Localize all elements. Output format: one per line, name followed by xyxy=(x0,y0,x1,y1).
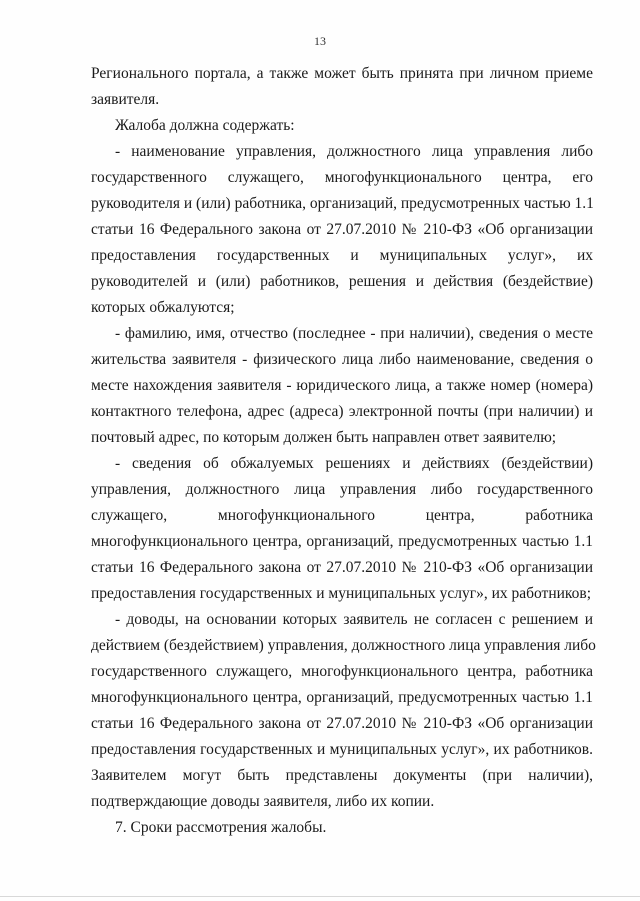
text-line: подтверждающие доводы заявителя, либо их копии. xyxy=(91,793,435,810)
paragraph xyxy=(91,139,593,321)
text-line: Заявителем могут быть представлены документы (при наличии), xyxy=(91,767,593,784)
text-line: управления, должностного лица управления либо государственного xyxy=(91,481,593,498)
text-line: руководителя и (или) работника, организаций, предусмотренных частью 1.1 xyxy=(91,195,594,212)
text-line: - фамилию, имя, отчество (последнее - при наличии), сведения о месте xyxy=(115,325,593,342)
text-line: жительства заявителя - физического лица либо наименование, сведения о xyxy=(91,351,593,368)
text-line: предоставления государственных и муниципальных услуг», их xyxy=(91,247,593,264)
text-line: Жалоба должна содержать: xyxy=(115,117,295,134)
paragraph xyxy=(91,321,593,451)
text-line: месте нахождения заявителя - юридического лица, а также номер (номера) xyxy=(91,377,593,394)
text-line: - доводы, на основании которых заявитель не согласен с решением и xyxy=(115,611,593,628)
text-line: - сведения об обжалуемых решениях и действиях (бездействии) xyxy=(115,455,593,472)
text-line: служащего, многофункционального центра, работника xyxy=(91,507,593,524)
paragraph xyxy=(91,61,593,113)
text-line: многофункционального центра, организаций, предусмотренных частью 1.1 xyxy=(91,689,593,706)
text-line: 7. Сроки рассмотрения жалобы. xyxy=(115,819,327,836)
text-line: Регионального портала, а также может быть принята при личном приеме xyxy=(91,65,593,82)
text-line: предоставления государственных и муниципальных услуг», их работников; xyxy=(91,585,592,602)
text-line: руководителей и (или) работников, решения и действия (бездействие) xyxy=(91,273,593,290)
paragraph xyxy=(91,113,593,139)
text-line: многофункционального центра, организаций, предусмотренных частью 1.1 xyxy=(91,533,593,550)
text-line: действием (бездействием) управления, должностного лица управления либо xyxy=(91,637,596,654)
paragraph xyxy=(91,607,596,815)
text-line: государственного служащего, многофункционального центра, работника xyxy=(91,663,593,680)
text-line: предоставления государственных и муниципальных услуг», их работников. xyxy=(91,741,593,758)
text-line: статьи 16 Федерального закона от 27.07.2010 № 210-ФЗ «Об организации xyxy=(91,559,593,576)
text-line: почтовый адрес, по которым должен быть направлен ответ заявителю; xyxy=(91,429,557,446)
text-line: государственного служащего, многофункционального центра, его xyxy=(91,169,593,186)
paragraph xyxy=(91,451,593,607)
text-line: заявителя. xyxy=(91,91,160,108)
paragraph xyxy=(91,815,593,841)
text-line: - наименование управления, должностного лица управления либо xyxy=(115,143,593,160)
text-line: статьи 16 Федерального закона от 27.07.2010 № 210-ФЗ «Об организации xyxy=(91,715,593,732)
text-line: контактного телефона, адрес (адреса) электронной почты (при наличии) и xyxy=(91,403,593,420)
page-number: 13 xyxy=(314,34,326,48)
document-body xyxy=(91,61,596,841)
text-line: статьи 16 Федерального закона от 27.07.2010 № 210-ФЗ «Об организации xyxy=(91,221,593,238)
text-line: которых обжалуются; xyxy=(91,299,235,316)
page-bottom-edge xyxy=(0,896,640,897)
